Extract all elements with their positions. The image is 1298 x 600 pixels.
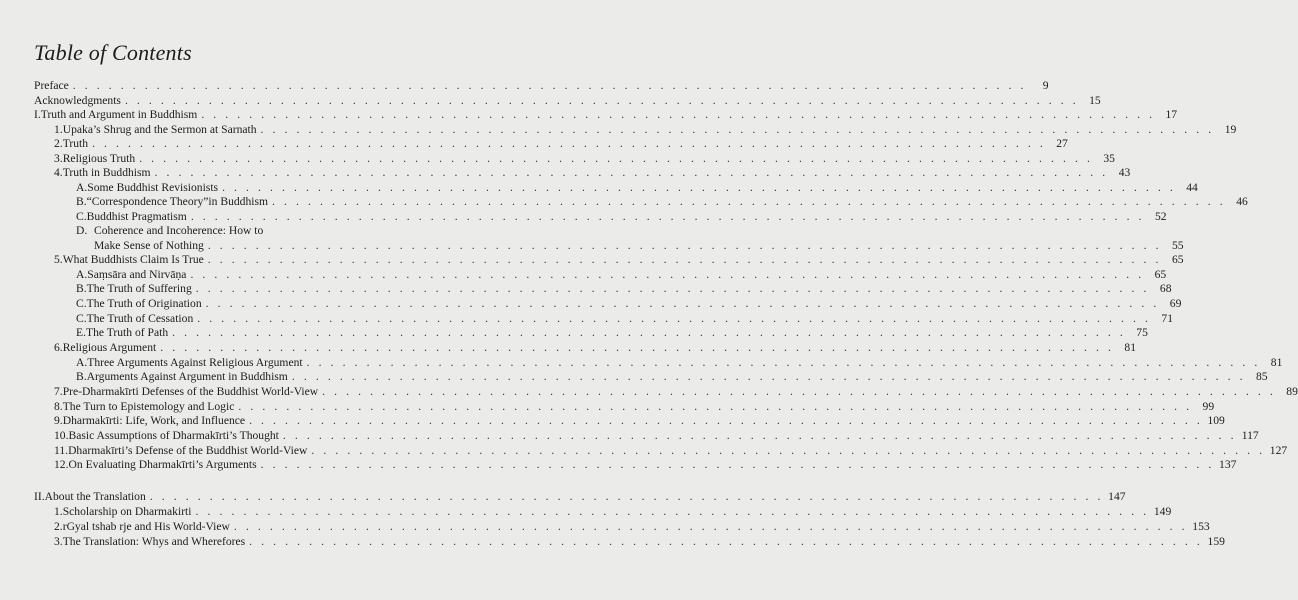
toc-entry-number: 11. (54, 444, 69, 457)
toc-entry-label: Truth in Buddhism (62, 166, 151, 179)
toc-entry-label: Acknowledgments (34, 94, 121, 107)
leader-dots: . . . . . . . . . . . . . . . . . . . . . . . . . . . . . . . . . . . . . . . . . . . . . . . . . . . . . . . . . . . . . . . . . . . . . . . . . . . . . . . . (238, 400, 1193, 413)
toc-entry-page: 109 (1207, 414, 1225, 427)
toc-entry-label: Preface (34, 79, 69, 92)
toc-entry-number: 5. (54, 253, 63, 266)
toc-entry-number: II. (34, 490, 45, 503)
toc-entry-label: Saṃsāra and Nirvāṇa (87, 268, 187, 281)
toc-entry-page: 19 (1224, 123, 1237, 136)
toc-entry-label: Make Sense of Nothing (94, 239, 204, 252)
toc-entry (76, 296, 1182, 311)
leader-dots: . . . . . . . . . . . . . . . . . . . . . . . . . . . . . . . . . . . . . . . . . . . . . . . . . . . . . . . . . . . . . . . . . . . . . . . . . . . . . . . . (272, 195, 1226, 208)
toc-entry (76, 180, 1198, 195)
toc-entry-number: C. (76, 210, 87, 223)
toc-entry-number: D. (76, 224, 88, 237)
toc-entry-label: On Evaluating Dharmakīrti’s Arguments (68, 458, 257, 471)
toc-entry-page: 55 (1171, 239, 1184, 252)
leader-dots: . . . . . . . . . . . . . . . . . . . . . . . . . . . . . . . . . . . . . . . . . . . . . . . . . . . . . . . . . . . . . . . . . . . . . . . . . . . . . . . . (190, 210, 1145, 223)
toc-entry (76, 369, 1268, 384)
toc-entry-page: 68 (1159, 282, 1172, 295)
toc-entry (34, 78, 1049, 93)
toc-entry-number: 1. (54, 123, 63, 136)
leader-dots: . . . . . . . . . . . . . . . . . . . . . . . . . . . . . . . . . . . . . . . . . . . . . . . . . . . . . . . . . . . . . . . . . . . . . . . . . . . . . . . . (139, 152, 1093, 165)
toc-entry-page: 52 (1154, 210, 1167, 223)
toc-entry (34, 93, 1101, 108)
leader-dots: . . . . . . . . . . . . . . . . . . . . . . . . . . . . . . . . . . . . . . . . . . . . . . . . . . . . . . . . . . . . . . . . . . . . . . . . . . . . . . . . (201, 108, 1156, 121)
toc-entry (34, 107, 1178, 122)
toc-entry (54, 340, 1136, 355)
leader-dots: . . . . . . . . . . . . . . . . . . . . . . . . . . . . . . . . . . . . . . . . . . . . . . . . . . . . . . . . . . . . . . . . . . . . . . . . . . . . . . . . (249, 535, 1203, 548)
toc-entry (34, 489, 1126, 504)
toc-entry-number: C. (76, 297, 87, 310)
leader-dots: . . . . . . . . . . . . . . . . . . . . . . . . . . . . . . . . . . . . . . . . . . . . . . . . . . . . . . . . . . . . . . . . . . . . . . . . . . . . . . . . (222, 181, 1176, 194)
toc-entry-label: What Buddhists Claim Is True (62, 253, 204, 266)
toc-entry-label: The Truth of Cessation (86, 312, 194, 325)
toc-entry-page: 89 (1286, 385, 1298, 398)
leader-dots: . . . . . . . . . . . . . . . . . . . . . . . . . . . . . . . . . . . . . . . . . . . . . . . . . . . . . . . . . . . . . . . . . . . . . . . . . . . . . . . . (172, 326, 1126, 339)
toc-entry-page: 81 (1124, 341, 1136, 354)
leader-dots: . . . . . . . . . . . . . . . . . . . . . . . . . . . . . . . . . . . . . . . . . . . . . . . . . . . . . . . . . . . . . . . . . . . . . . . . . . . . . . . . (282, 429, 1237, 442)
toc-entry-label: Religious Argument (62, 341, 157, 354)
toc-entry (76, 355, 1283, 370)
toc-entry (76, 267, 1167, 282)
toc-entry-number: 8. (54, 400, 63, 413)
toc-entry-page: 43 (1118, 166, 1131, 179)
toc-entry-number: 6. (54, 341, 63, 354)
page-title: Table of Contents (34, 40, 192, 65)
toc-entry-page: 75 (1136, 326, 1148, 339)
leader-dots: . . . . . . . . . . . . . . . . . . . . . . . . . . . . . . . . . . . . . . . . . . . . . . . . . . . . . . . . . . . . . . . . . . . . . . . . . . . . . . . . (260, 458, 1215, 471)
toc-entry-label: Three Arguments Against Religious Argument (87, 356, 303, 369)
toc-entry-label: rGyal tshab rje and His World-View (62, 520, 230, 533)
toc-entry-page: 65 (1154, 268, 1167, 281)
toc-entry-number: 1. (54, 505, 63, 518)
toc-entry (94, 238, 1184, 253)
toc-entry-label: The Truth of Suffering (86, 282, 192, 295)
leader-dots: . . . . . . . . . . . . . . . . . . . . . . . . . . . . . . . . . . . . . . . . . . . . . . . . . . . . . . . . . . . . . . . . . . . . . . . . . . . . . . . . (249, 414, 1203, 427)
leader-dots: . . . . . . . . . . . . . . . . . . . . . . . . . . . . . . . . . . . . . . . . . . . . . . . . . . . . . . . . . . . . . . . . . . . . . . . . . . . . . . . . (291, 370, 1246, 383)
leader-dots: . . . . . . . . . . . . . . . . . . . . . . . . . . . . . . . . . . . . . . . . . . . . . . . . . . . . . . . . . . . . . . . . . . . . . . . . . . . . . . . . (154, 166, 1109, 179)
toc-entry (76, 281, 1172, 296)
toc-entry-number: A. (76, 181, 88, 194)
toc-entry-label: Basic Assumptions of Dharmakīrti’s Thought (68, 429, 279, 442)
toc-entry (54, 534, 1225, 549)
toc-entry-page: 15 (1089, 94, 1101, 107)
toc-entry-page: 153 (1192, 520, 1210, 533)
toc-entry-number: A. (76, 356, 88, 369)
toc-entry (54, 428, 1259, 443)
toc-entry-label: Truth (62, 137, 89, 150)
toc-entry-number: 9. (54, 414, 63, 427)
toc-entry (54, 384, 1298, 399)
leader-dots: . . . . . . . . . . . . . . . . . . . . . . . . . . . . . . . . . . . . . . . . . . . . . . . . . . . . . . . . . . . . . . . . . . . . . . . . . . . . . . . . (92, 137, 1046, 150)
toc-entry-number: A. (76, 268, 88, 281)
toc-entry-number: B. (76, 282, 87, 295)
toc-entry-number: 2. (54, 137, 63, 150)
toc-entry (54, 165, 1131, 180)
toc-entry-page: 159 (1207, 535, 1225, 548)
toc-entry (76, 209, 1167, 224)
leader-dots: . . . . . . . . . . . . . . . . . . . . . . . . . . . . . . . . . . . . . . . . . . . . . . . . . . . . . . . . . . . . . . . . . . . . . . . . . . . . . . . . (195, 505, 1150, 518)
toc-entry-number: B. (76, 370, 87, 383)
toc-entry-page: 46 (1236, 195, 1248, 208)
toc-entry (54, 413, 1225, 428)
toc-entry-label: Coherence and Incoherence: How to (94, 224, 264, 237)
toc-entry (54, 504, 1172, 519)
leader-dots: . . . . . . . . . . . . . . . . . . . . . . . . . . . . . . . . . . . . . . . . . . . . . . . . . . . . . . . . . . . . . . . . . . . . . . . . . . . . . . . . (306, 356, 1261, 369)
toc-entry-number: C. (76, 312, 87, 325)
toc-entry-number: I. (34, 108, 41, 121)
toc-entry-page: 117 (1241, 429, 1259, 442)
toc-entry-label: Truth and Argument in Buddhism (40, 108, 198, 121)
toc-entry-page: 81 (1270, 356, 1283, 369)
toc-entry (54, 122, 1237, 137)
toc-entry-label: Scholarship on Dharmakirti (62, 505, 192, 518)
toc-entry (76, 311, 1174, 326)
leader-dots: . . . . . . . . . . . . . . . . . . . . . . . . . . . . . . . . . . . . . . . . . . . . . . . . . . . . . . . . . . . . . . . . . . . . . . . . . . . . . . . . (160, 341, 1114, 354)
leader-dots: . . . . . . . . . . . . . . . . . . . . . . . . . . . . . . . . . . . . . . . . . . . . . . . . . . . . . . . . . . . . . . . . . . . . . . . . . . . . . . . . (322, 385, 1276, 398)
toc-entry (54, 136, 1068, 151)
toc-entry (54, 151, 1115, 166)
toc-entry-number: E. (76, 326, 86, 339)
toc-entry-page: 17 (1165, 108, 1178, 121)
toc-entry-label: Pre-Dharmakīrti Defenses of the Buddhist World-View (62, 385, 319, 398)
toc-entry-label: Upaka’s Shrug and the Sermon at Sarnath (62, 123, 257, 136)
toc-entry-label: Some Buddhist Revisionists (87, 181, 219, 194)
toc-entry-page: 85 (1256, 370, 1268, 383)
toc-entry-number: 10. (54, 429, 69, 442)
leader-dots: . . . . . . . . . . . . . . . . . . . . . . . . . . . . . . . . . . . . . . . . . . . . . . . . . . . . . . . . . . . . . . . . . . . . . . . . . . . . . . . . (260, 123, 1215, 136)
toc-entry-page: 65 (1171, 253, 1184, 266)
toc-entry-page: 9 (1042, 79, 1049, 92)
toc-entry-label: The Translation: Whys and Wherefores (62, 535, 246, 548)
leader-dots: . . . . . . . . . . . . . . . . . . . . . . . . . . . . . . . . . . . . . . . . . . . . . . . . . . . . . . . . . . . . . . . . . . . . . . . . . . . . . . . . (311, 444, 1266, 457)
toc-entry-number: 3. (54, 152, 63, 165)
toc-entry-number: 7. (54, 385, 63, 398)
toc-entry-label: Religious Truth (62, 152, 136, 165)
toc-entry-label: Arguments Against Argument in Buddhism (86, 370, 288, 383)
toc-entry-number: 2. (54, 520, 63, 533)
leader-dots: . . . . . . . . . . . . . . . . . . . . . . . . . . . . . . . . . . . . . . . . . . . . . . . . . . . . . . . . . . . . . . . . . . . . . . . . . . . . . . . . (233, 520, 1188, 533)
toc-entry-number: 3. (54, 535, 63, 548)
toc-entry (54, 443, 1288, 458)
toc-entry (76, 194, 1248, 209)
toc-entry-page: 44 (1186, 181, 1198, 194)
toc-entry (76, 325, 1148, 340)
toc-entry-number: B. (76, 195, 87, 208)
toc-entry-page: 35 (1103, 152, 1115, 165)
toc-entry-number: 12. (54, 458, 69, 471)
toc-entry-label: The Truth of Origination (86, 297, 202, 310)
toc-entry (54, 457, 1237, 472)
toc-entry-page: 147 (1108, 490, 1126, 503)
toc-entry-label: The Turn to Epistemology and Logic (62, 400, 235, 413)
leader-dots: . . . . . . . . . . . . . . . . . . . . . . . . . . . . . . . . . . . . . . . . . . . . . . . . . . . . . . . . . . . . . . . . . . . . . . . . . . . . . . . . (195, 282, 1150, 295)
toc-entry-page: 149 (1153, 505, 1172, 518)
toc-entry-label: Buddhist Pragmatism (86, 210, 187, 223)
toc-entry (76, 223, 402, 238)
toc-entry (54, 399, 1215, 414)
toc-entry-label: Dharmakīrti: Life, Work, and Influence (62, 414, 246, 427)
leader-dots: . . . . . . . . . . . . . . . . . . . . . . . . . . . . . . . . . . . . . . . . . . . . . . . . . . . . . . . . . . . . . . . . . . . . . . . . . . . . . . . . (124, 94, 1079, 107)
toc-entry-page: 127 (1269, 444, 1288, 457)
toc-entry-page: 137 (1219, 458, 1237, 471)
leader-dots: . . . . . . . . . . . . . . . . . . . . . . . . . . . . . . . . . . . . . . . . . . . . . . . . . . . . . . . . . . . . . . . . . . . . . . . . . . . . . . . . (207, 253, 1162, 266)
leader-dots: . . . . . . . . . . . . . . . . . . . . . . . . . . . . . . . . . . . . . . . . . . . . . . . . . . . . . . . . . . . . . . . . . . . . . . . . . . . . . . . . (190, 268, 1145, 281)
toc-entry-number: 4. (54, 166, 63, 179)
toc-entry-label: Dharmakīrti’s Defense of the Buddhist World-View (68, 444, 308, 457)
toc-entry-page: 27 (1056, 137, 1068, 150)
toc-entry-label: The Truth of Path (85, 326, 169, 339)
leader-dots: . . . . . . . . . . . . . . . . . . . . . . . . . . . . . . . . . . . . . . . . . . . . . . . . . . . . . . . . . . . . . . . . . . . . . . . . . . . . . . . . (207, 239, 1162, 252)
toc-entry (54, 252, 1184, 267)
toc-entry-label: About the Translation (44, 490, 146, 503)
leader-dots: . . . . . . . . . . . . . . . . . . . . . . . . . . . . . . . . . . . . . . . . . . . . . . . . . . . . . . . . . . . . . . . . . . . . . . . . . . . . . . . . (149, 490, 1104, 503)
toc-entry-page: 69 (1169, 297, 1182, 310)
leader-dots: . . . . . . . . . . . . . . . . . . . . . . . . . . . . . . . . . . . . . . . . . . . . . . . . . . . . . . . . . . . . . . . . . . . . . . . . . . . . . . . . (197, 312, 1152, 325)
toc-entry-page: 71 (1161, 312, 1174, 325)
leader-dots: . . . . . . . . . . . . . . . . . . . . . . . . . . . . . . . . . . . . . . . . . . . . . . . . . . . . . . . . . . . . . . . . . . . . . . . . . . . . . . . . (72, 79, 1027, 92)
toc-entry-page: 99 (1202, 400, 1215, 413)
toc-entry (54, 519, 1210, 534)
toc-entry-label: “Correspondence Theory”in Buddhism (86, 195, 269, 208)
leader-dots: . . . . . . . . . . . . . . . . . . . . . . . . . . . . . . . . . . . . . . . . . . . . . . . . . . . . . . . . . . . . . . . . . . . . . . . . . . . . . . . . (205, 297, 1160, 310)
